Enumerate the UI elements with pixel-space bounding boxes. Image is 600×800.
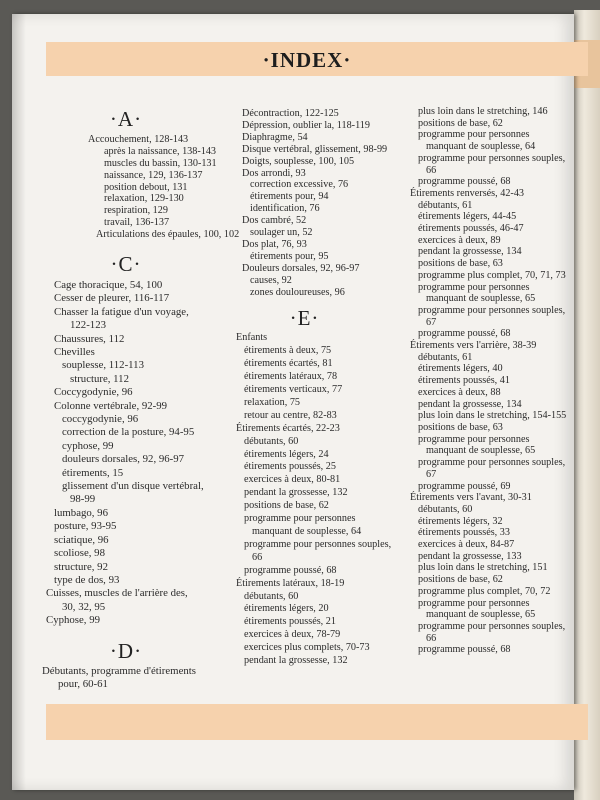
index-entry: programme pour personnes souples, (244, 538, 392, 550)
index-entry: exercices à deux, 88 (418, 386, 501, 398)
index-entry: respiration, 129 (104, 205, 168, 217)
index-entry: douleurs dorsales, 92, 96-97 (62, 453, 185, 466)
index-entry: manquant de souplesse, 65 (426, 293, 536, 305)
index-entry: programme pour personnes souples, (418, 304, 566, 316)
footer-band (46, 704, 588, 740)
index-section (26, 252, 226, 627)
index-section (26, 107, 240, 241)
index-entry: Chevilles (54, 346, 95, 358)
index-entry: Diaphragme, 54 (242, 131, 308, 143)
section-letter-heading: ·C· (110, 252, 142, 277)
index-entry: 66 (426, 164, 437, 176)
index-entry: structure, 112 (70, 372, 129, 385)
index-entry: plus loin dans le stretching, 146 (418, 106, 548, 117)
index-entry: programme pour personnes souples, (418, 457, 566, 469)
index-entry: Articulations des épaules, 100, 102 (96, 229, 240, 241)
index-entry: programme poussé, 68 (244, 564, 337, 576)
book-page (12, 14, 574, 790)
index-entry: exercices à deux, 89 (418, 234, 501, 246)
index-entry: soulager un, 52 (250, 227, 313, 239)
index-entry: étirements poussés, 25 (244, 461, 336, 473)
index-entry: plus loin dans le stretching, 154-155 (418, 410, 567, 422)
index-entry: coccygodynie, 96 (62, 413, 139, 426)
index-entry: débutants, 60 (244, 590, 299, 602)
index-entry: 66 (252, 551, 263, 563)
index-entry: programme pour personnes (418, 281, 530, 293)
index-entry: étirements poussés, 21 (244, 616, 336, 628)
index-entry: exercices à deux, 80-81 (244, 474, 341, 486)
index-entry: débutants, 60 (418, 503, 473, 515)
index-entry: Accouchement, 128-143 (88, 133, 189, 145)
index-entry: programme poussé, 68 (418, 328, 511, 340)
index-entry: Coccygodynie, 96 (54, 386, 133, 399)
index-entry: Chaussures, 112 (54, 332, 125, 345)
index-entry: pendant la grossesse, 134 (418, 398, 522, 410)
index-entry: étirements, 15 (62, 466, 124, 479)
index-entry: étirements verticaux, 77 (244, 384, 343, 396)
index-entry: débutants, 60 (244, 435, 299, 447)
index-entry: programme pour personnes souples, (418, 620, 566, 632)
index-entry: 30, 32, 95 (62, 600, 106, 613)
index-entry: positions de base, 62 (418, 574, 503, 586)
index-entry: programme pour personnes (244, 513, 356, 525)
index-entry: étirements poussés, 46-47 (418, 223, 524, 235)
index-entry: Enfants (236, 332, 268, 344)
index-entry: programme poussé, 68 (418, 644, 511, 656)
index-entry: scoliose, 98 (54, 547, 105, 560)
index-entry: identification, 76 (250, 203, 320, 215)
index-entry: type de dos, 93 (54, 573, 120, 586)
index-entry: 67 (426, 316, 437, 328)
index-entry: étirements poussés, 33 (418, 527, 510, 539)
index-entry: programme pour personnes (418, 129, 530, 141)
index-entry: causes, 92 (250, 274, 292, 286)
index-entry: exercices plus complets, 70-73 (244, 642, 370, 654)
index-entry: étirements écartés, 81 (244, 358, 333, 370)
index-entry: lumbago, 96 (54, 506, 108, 519)
index-section (390, 106, 578, 656)
index-entry: débutants, 61 (418, 351, 473, 363)
index-entry: Cage thoracique, 54, 100 (54, 278, 163, 291)
index-column-3 (390, 106, 578, 656)
index-entry: pendant la grossesse, 133 (418, 550, 522, 562)
index-section (212, 108, 397, 299)
index-entry: Dos plat, 76, 93 (242, 238, 307, 250)
index-entry: travail, 136-137 (104, 217, 170, 229)
index-entry: Étirements renversés, 42-43 (410, 187, 525, 199)
index-entry: manquant de souplesse, 65 (426, 445, 536, 457)
index-entry: étirements légers, 32 (418, 515, 503, 527)
index-entry: correction de la posture, 94-95 (62, 426, 195, 439)
index-entry: Disque vertébral, glissement, 98-99 (242, 143, 388, 155)
index-entry: positions de base, 63 (418, 421, 503, 433)
index-entry: exercices à deux, 84-87 (418, 539, 515, 551)
index-entry: programme poussé, 68 (418, 176, 511, 188)
index-entry: 122-123 (70, 319, 106, 332)
index-section (212, 305, 397, 668)
index-entry: structure, 92 (54, 560, 108, 573)
index-entry: Douleurs dorsales, 92, 96-97 (242, 262, 360, 274)
index-entry: sciatique, 96 (54, 533, 109, 546)
index-entry: programme plus complet, 70, 71, 73 (418, 269, 566, 281)
index-entry: relaxation, 75 (244, 396, 301, 408)
index-entry: zones douloureuses, 96 (250, 286, 345, 298)
index-entry: étirements pour, 95 (250, 250, 329, 262)
index-entry: pendant la grossesse, 134 (418, 246, 522, 258)
index-entry: Doigts, souplesse, 100, 105 (242, 155, 355, 167)
index-entry: programme pour personnes souples, (418, 152, 566, 164)
index-entry: étirements pour, 94 (250, 191, 329, 203)
index-entry: position debout, 131 (104, 181, 188, 193)
index-entry: correction excessive, 76 (250, 179, 349, 191)
index-entry: étirements à deux, 75 (244, 345, 332, 357)
index-entry: positions de base, 63 (418, 258, 503, 270)
index-entry: relaxation, 129-130 (104, 193, 184, 205)
index-entry: glissement d'un disque vertébral, (62, 480, 204, 493)
index-section (26, 638, 226, 692)
index-entry: étirements latéraux, 78 (244, 371, 338, 383)
index-entry: Cesser de pleurer, 116-117 (54, 292, 170, 305)
index-entry: Chasser la fatigue d'un voyage, (54, 305, 189, 318)
index-entry: Décontraction, 122-125 (242, 108, 339, 119)
index-entry: programme poussé, 69 (418, 480, 511, 492)
index-entry: 66 (426, 632, 437, 644)
section-letter-heading: ·D· (109, 638, 143, 663)
index-entry: exercices à deux, 78-79 (244, 629, 341, 641)
index-entry: Débutants, programme d'étirements (42, 665, 196, 678)
index-entry: Cyphose, 99 (46, 614, 100, 627)
index-entry: 98-99 (70, 493, 96, 506)
index-entry: étirements légers, 44-45 (418, 211, 517, 223)
index-entry: plus loin dans le stretching, 151 (418, 562, 548, 574)
index-entry: posture, 93-95 (54, 520, 117, 533)
index-entry: débutants, 61 (418, 199, 473, 211)
index-entry: programme pour personnes (418, 433, 530, 445)
index-entry: étirements légers, 20 (244, 603, 329, 615)
index-column-1 (26, 107, 240, 691)
index-column-2 (212, 108, 397, 668)
index-entry: manquant de souplesse, 64 (426, 141, 536, 153)
index-entry: étirements poussés, 41 (418, 375, 510, 387)
index-entry: Dépression, oublier la, 118-119 (242, 119, 370, 131)
index-entry: pour, 60-61 (58, 678, 108, 691)
index-entry: cyphose, 99 (62, 439, 114, 452)
index-entry: programme pour personnes (418, 597, 530, 609)
index-entry: Dos arrondi, 93 (242, 167, 306, 179)
index-entry: muscles du bassin, 130-131 (104, 157, 217, 169)
index-entry: naissance, 129, 136-137 (104, 169, 203, 181)
section-letter-heading: ·A· (109, 107, 143, 131)
index-entry: souplesse, 112-113 (62, 359, 144, 372)
index-entry: Étirements écartés, 22-23 (236, 422, 340, 434)
index-entry: manquant de souplesse, 64 (252, 526, 362, 537)
index-entry: 67 (426, 468, 437, 480)
binding-shadow (12, 14, 26, 790)
index-entry: retour au centre, 82-83 (244, 409, 337, 421)
index-entry: Dos cambré, 52 (242, 215, 307, 227)
index-entry: manquant de souplesse, 65 (426, 609, 536, 621)
index-entry: étirements légers, 24 (244, 448, 329, 460)
section-letter-heading: ·E· (289, 305, 320, 330)
index-entry: Étirements latéraux, 18-19 (236, 577, 345, 589)
index-entry: Colonne vertébrale, 92-99 (54, 399, 168, 412)
index-entry: pendant la grossesse, 132 (244, 487, 348, 499)
index-entry: Étirements vers l'avant, 30-31 (410, 492, 532, 504)
page-title: ·INDEX· (262, 48, 352, 72)
index-entry: positions de base, 62 (244, 500, 329, 512)
index-entry: après la naissance, 138-143 (104, 145, 217, 157)
index-entry: Étirements vers l'arrière, 38-39 (410, 340, 537, 352)
index-entry: pendant la grossesse, 132 (244, 655, 348, 667)
index-entry: programme plus complet, 70, 72 (418, 585, 551, 597)
index-entry: étirements légers, 40 (418, 363, 503, 375)
index-entry: positions de base, 62 (418, 117, 503, 129)
index-entry: Cuisses, muscles de l'arrière des, (46, 587, 188, 600)
